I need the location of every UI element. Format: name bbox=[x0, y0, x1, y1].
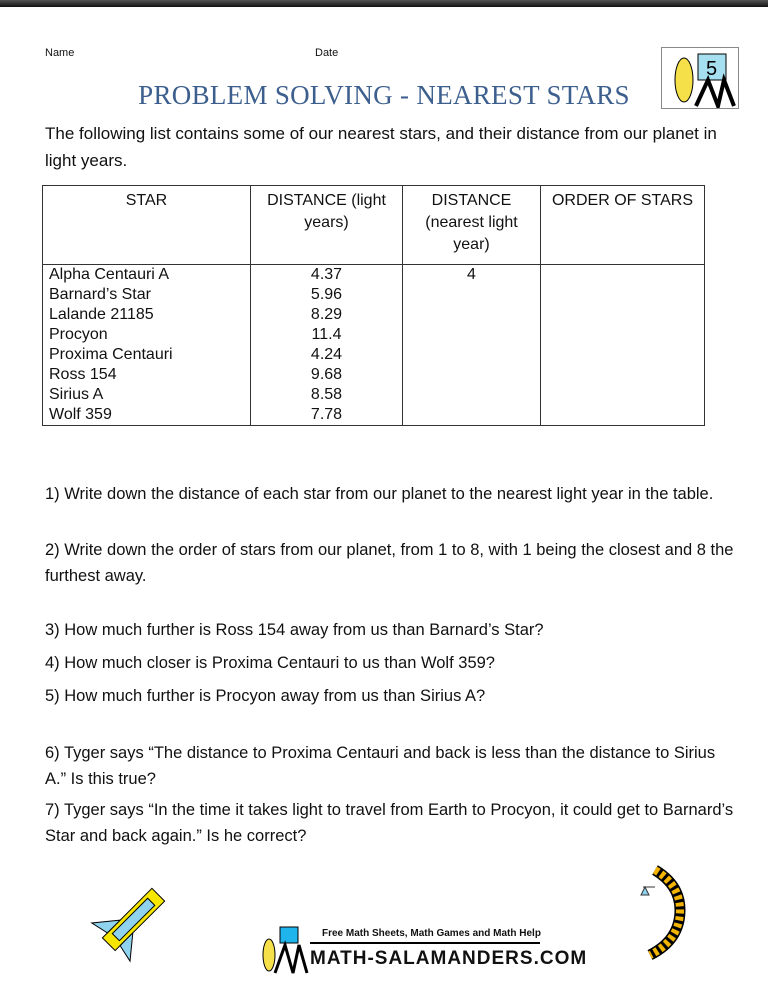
table-row bbox=[43, 325, 705, 345]
table-row bbox=[43, 285, 705, 305]
top-border bbox=[0, 0, 768, 7]
distance-cell: 4.37 bbox=[251, 265, 403, 286]
question-1: 1) Write down the distance of each star from our planet to the nearest light year in the table. bbox=[45, 485, 714, 503]
table-row bbox=[43, 365, 705, 385]
question-2: 2) Write down the order of stars from our planet, from 1 to 8, with 1 being the closest and 8 the furthest away. bbox=[45, 541, 734, 585]
footer-tagline: Free Math Sheets, Math Games and Math Help bbox=[322, 928, 541, 939]
star-name-cell: Lalande 21185 bbox=[43, 305, 251, 325]
nearest-distance-cell bbox=[403, 325, 541, 345]
footer-site: MATH-SALAMANDERS.COM bbox=[310, 948, 588, 969]
star-name-cell: Ross 154 bbox=[43, 365, 251, 385]
nearest-distance-cell bbox=[403, 365, 541, 385]
order-cell bbox=[541, 285, 705, 305]
question-6: 6) Tyger says “The distance to Proxima Centauri and back is less than the distance to Sirius A.” Is this true? bbox=[45, 744, 716, 788]
order-cell bbox=[541, 325, 705, 345]
nearest-distance-cell: 4 bbox=[403, 265, 541, 286]
order-cell bbox=[541, 405, 705, 426]
header-order: ORDER OF STARS bbox=[541, 186, 705, 265]
nearest-distance-cell bbox=[403, 385, 541, 405]
distance-cell: 11.4 bbox=[251, 325, 403, 345]
distance-cell: 8.29 bbox=[251, 305, 403, 325]
date-label: Date bbox=[315, 47, 339, 59]
question-5: 5) How much further is Procyon away from us than Sirius A? bbox=[45, 687, 486, 705]
star-name-cell: Sirius A bbox=[43, 385, 251, 405]
star-name-cell: Procyon bbox=[43, 325, 251, 345]
order-cell bbox=[541, 305, 705, 325]
header-distance: DISTANCE (light years) bbox=[251, 186, 403, 265]
star-name-cell: Alpha Centauri A bbox=[43, 265, 251, 286]
header-nearest: DISTANCE (nearest light year) bbox=[403, 186, 541, 265]
table-row bbox=[43, 405, 705, 426]
footer-divider bbox=[310, 942, 540, 944]
table-row bbox=[43, 305, 705, 325]
header-star: STAR bbox=[43, 186, 251, 265]
nearest-distance-cell bbox=[403, 285, 541, 305]
question-4: 4) How much closer is Proxima Centauri to us than Wolf 359? bbox=[45, 654, 495, 672]
distance-cell: 9.68 bbox=[251, 365, 403, 385]
name-label: Name bbox=[45, 47, 75, 59]
nearest-distance-cell bbox=[403, 405, 541, 426]
salamander-icon bbox=[635, 865, 705, 960]
svg-text:5: 5 bbox=[706, 58, 718, 80]
question-7: 7) Tyger says “In the time it takes light to travel from Earth to Procyon, it could get to Barnard’s Star and back again.” Is he correct? bbox=[45, 801, 734, 845]
distance-cell: 8.58 bbox=[251, 385, 403, 405]
question-3: 3) How much further is Ross 154 away from us than Barnard’s Star? bbox=[45, 621, 544, 639]
table-row bbox=[43, 385, 705, 405]
page-title: PROBLEM SOLVING - NEAREST STARS bbox=[138, 80, 630, 110]
rocket-icon bbox=[85, 878, 175, 968]
stars-table bbox=[42, 185, 705, 426]
nearest-distance-cell bbox=[403, 305, 541, 325]
distance-cell: 5.96 bbox=[251, 285, 403, 305]
star-name-cell: Proxima Centauri bbox=[43, 345, 251, 365]
distance-cell: 7.78 bbox=[251, 405, 403, 426]
order-cell bbox=[541, 345, 705, 365]
order-cell bbox=[541, 265, 705, 286]
order-cell bbox=[541, 385, 705, 405]
table-row bbox=[43, 345, 705, 365]
footer-logo-icon bbox=[255, 925, 310, 975]
nearest-distance-cell bbox=[403, 345, 541, 365]
table-row bbox=[43, 265, 705, 286]
intro-text: The following list contains some of our nearest stars, and their distance from our planet in light years. bbox=[45, 124, 717, 170]
distance-cell: 4.24 bbox=[251, 345, 403, 365]
star-name-cell: Wolf 359 bbox=[43, 405, 251, 426]
star-name-cell: Barnard’s Star bbox=[43, 285, 251, 305]
order-cell bbox=[541, 365, 705, 385]
